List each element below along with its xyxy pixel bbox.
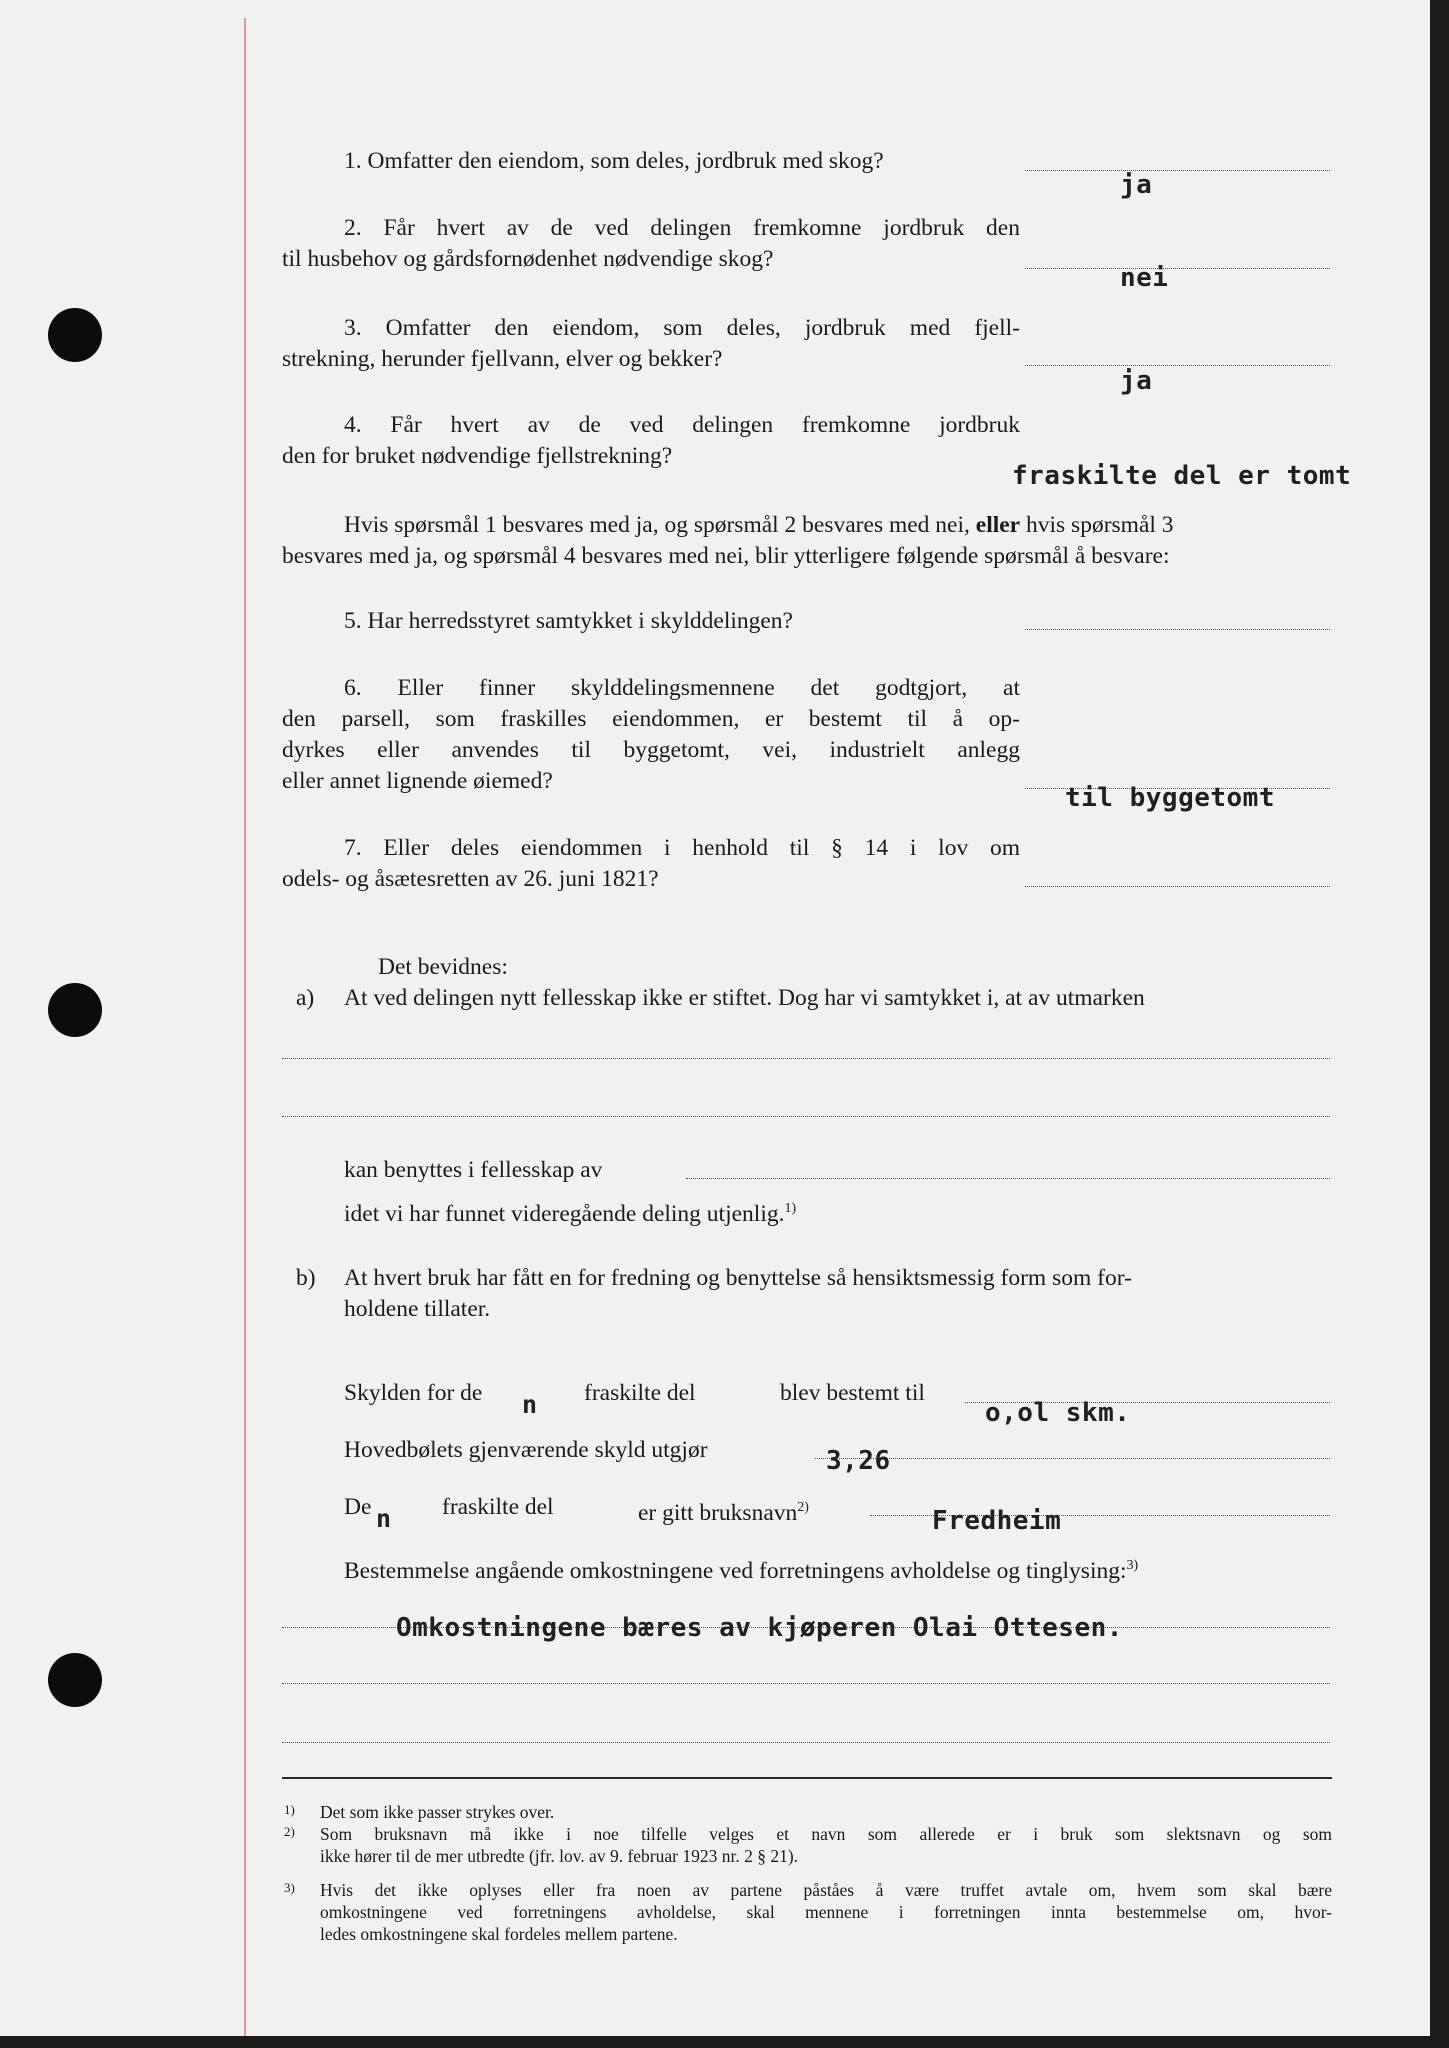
answer-1: ja bbox=[1120, 170, 1153, 200]
footnote-3-line-3: ledes omkostningene skal fordeles mellem partene. bbox=[320, 1924, 678, 1944]
footnote-3-number: 3) bbox=[284, 1880, 295, 1895]
answer-line bbox=[1025, 268, 1330, 269]
footnote-1-number: 1) bbox=[284, 1802, 295, 1817]
blank-line bbox=[282, 1116, 1330, 1117]
question-7-line-1: 7. Eller deles eiendommen i henhold til § 14 i lov om bbox=[344, 835, 1020, 861]
punch-hole bbox=[48, 983, 102, 1037]
question-3-line-2: strekning, herunder fjellvann, elver og bekker? bbox=[282, 346, 723, 372]
skyld-value: o,ol skm. bbox=[985, 1398, 1131, 1428]
attest-b-line-1: At hvert bruk har fått en for fredning og benyttelse så hensiktsmessig form som for- bbox=[344, 1265, 1132, 1291]
punch-hole bbox=[48, 1653, 102, 1707]
question-6-line-1: 6. Eller finner skylddelingsmennene det godtgjort, at bbox=[344, 675, 1020, 701]
bruksnavn-value: Fredheim bbox=[932, 1506, 1062, 1536]
attest-b-line-2: holdene tillater. bbox=[344, 1296, 491, 1322]
question-6-line-4: eller annet lignende øiemed? bbox=[282, 768, 553, 794]
hovedbol-value: 3,26 bbox=[826, 1446, 891, 1476]
question-7-line-2: odels- og åsætesretten av 26. juni 1821? bbox=[282, 866, 659, 892]
skyld-n: n bbox=[522, 1390, 538, 1419]
condition-line-2: besvares med ja, og spørsmål 4 besvares med nei, blir ytterligere følgende spørsmål å besvare: bbox=[282, 543, 1170, 569]
question-6-line-3: dyrkes eller anvendes til byggetomt, vei, industrielt anlegg bbox=[282, 737, 1020, 763]
answer-2: nei bbox=[1120, 263, 1169, 293]
bruksnavn-label: De bbox=[344, 1494, 372, 1520]
question-4-line-2: den for bruket nødvendige fjellstrekning? bbox=[282, 443, 673, 469]
condition-line-1: Hvis spørsmål 1 besvares med ja, og spørsmål 2 besvares med nei, eller hvis spørsmål 3 bbox=[344, 512, 1174, 538]
omkostning-text: Omkostningene bæres av kjøperen Olai Ottesen. bbox=[396, 1613, 1123, 1643]
bruksnavn-label-2: fraskilte del bbox=[442, 1494, 554, 1520]
answer-line bbox=[815, 1458, 1330, 1459]
footnote-rule bbox=[282, 1777, 1332, 1779]
question-3-line-1: 3. Omfatter den eiendom, som deles, jordbruk med fjell- bbox=[344, 315, 1020, 341]
answer-line bbox=[1025, 886, 1330, 887]
question-6-line-2: den parsell, som fraskilles eiendommen, er bestemt til å op- bbox=[282, 706, 1020, 732]
attest-a-text: At ved delingen nytt fellesskap ikke er stiftet. Dog har vi samtykket i, at av utmarken bbox=[344, 985, 1145, 1011]
skyld-label-3: blev bestemt til bbox=[780, 1380, 925, 1406]
idet-text: idet vi har funnet videregående deling utjenlig.$^{1)}$ bbox=[344, 1200, 797, 1227]
footnote-1-text: Det som ikke passer strykes over. bbox=[320, 1802, 555, 1822]
attest-a-label: a) bbox=[296, 985, 315, 1011]
margin-line bbox=[244, 18, 246, 2036]
footnote-2-line-1: Som bruksnavn må ikke i noe tilfelle velges et navn som allerede er i bruk som slektsnavn og som bbox=[320, 1824, 1332, 1844]
bruksnavn-label-3: er gitt bruksnavn$^{2)}$ bbox=[638, 1499, 809, 1526]
footnote-3-line-2: omkostningene ved forretningens avholdelse, skal mennene i forretningen innta bestemmelse om, hvor- bbox=[320, 1902, 1332, 1922]
footnote-2-line-2: ikke hører til de mer utbredte (jfr. lov. av 9. februar 1923 nr. 2 § 21). bbox=[320, 1846, 799, 1866]
footnote-2-number: 2) bbox=[284, 1824, 295, 1839]
punch-hole bbox=[48, 308, 102, 362]
footnote-3-line-1: Hvis det ikke oplyses eller fra noen av partene påståes å være truffet avtale om, hvem som skal bære bbox=[320, 1880, 1332, 1900]
bestemmelse-text: Bestemmelse angående omkostningene ved forretningens avholdelse og tinglysing:$^{3)}$ bbox=[344, 1557, 1139, 1584]
answer-line bbox=[1025, 170, 1330, 171]
attest-b-label: b) bbox=[296, 1265, 316, 1291]
answer-6: til byggetomt bbox=[1065, 783, 1275, 813]
answer-line bbox=[1025, 365, 1330, 366]
question-5: 5. Har herredsstyret samtykket i skylddelingen? bbox=[344, 608, 793, 634]
skyld-label: Skylden for de bbox=[344, 1380, 483, 1406]
blank-line bbox=[282, 1742, 1330, 1743]
blank-line bbox=[282, 1058, 1330, 1059]
answer-line bbox=[1025, 629, 1330, 630]
skyld-label-2: fraskilte del bbox=[584, 1380, 696, 1406]
kan-benyttes-text: kan benyttes i fellesskap av bbox=[344, 1157, 603, 1183]
hovedbol-label: Hovedbølets gjenværende skyld utgjør bbox=[344, 1437, 708, 1463]
attest-heading: Det bevidnes: bbox=[378, 954, 508, 980]
answer-3: ja bbox=[1120, 366, 1153, 396]
answer-4: fraskilte del er tomt bbox=[1012, 461, 1352, 491]
blank-line bbox=[282, 1683, 1330, 1684]
question-2-line-1: 2. Får hvert av de ved delingen fremkomne jordbruk den bbox=[344, 215, 1020, 241]
question-1: 1. Omfatter den eiendom, som deles, jordbruk med skog? bbox=[344, 148, 884, 174]
blank-line bbox=[686, 1178, 1330, 1179]
question-2-line-2: til husbehov og gårdsfornødenhet nødvendige skog? bbox=[282, 246, 774, 272]
question-4-line-1: 4. Får hvert av de ved delingen fremkomne jordbruk bbox=[344, 412, 1020, 438]
bruksnavn-n: n bbox=[376, 1504, 392, 1533]
